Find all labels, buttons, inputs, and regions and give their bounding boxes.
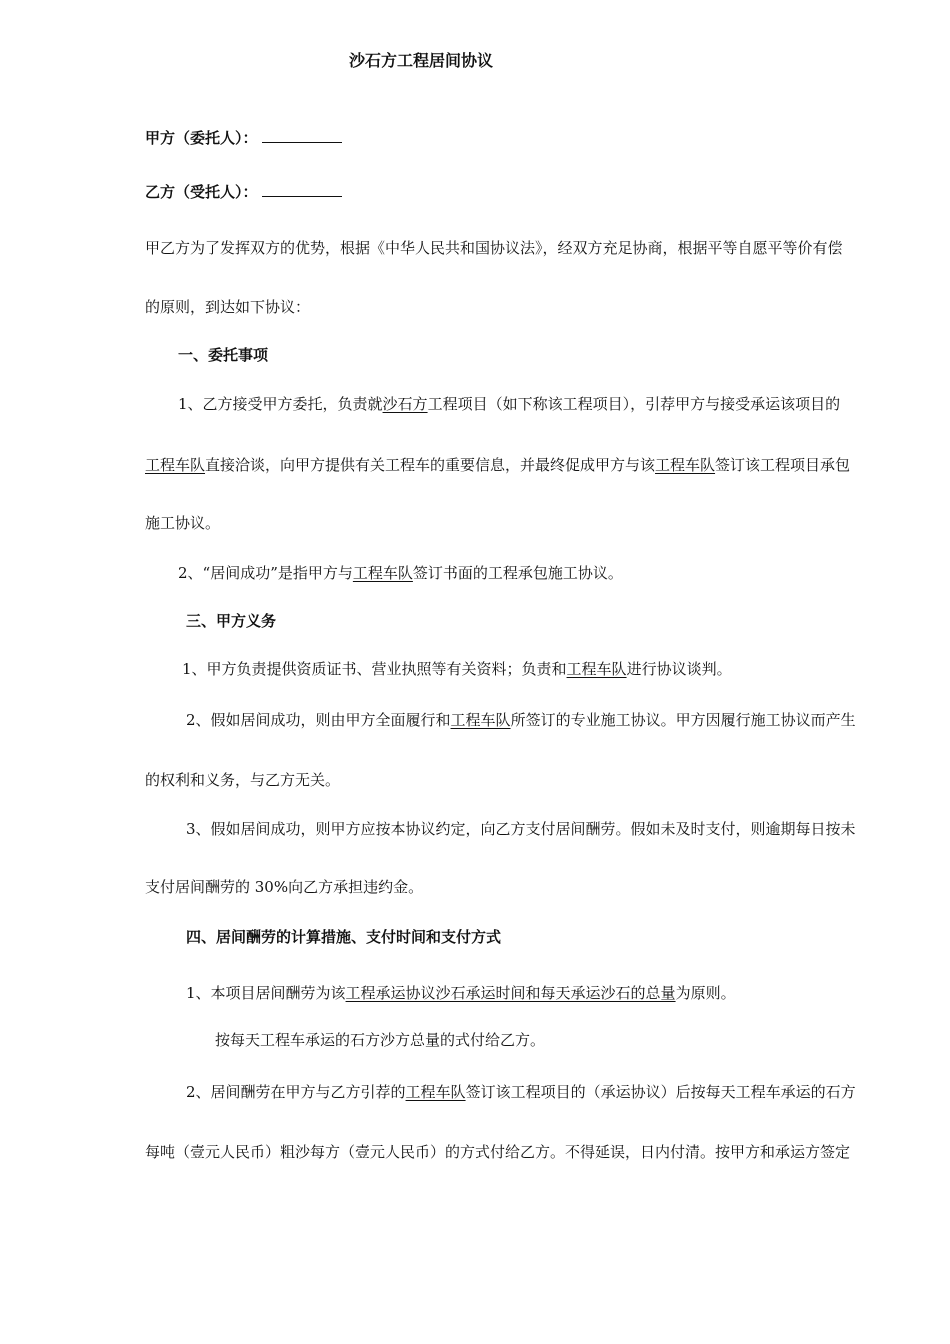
section-3-heading: 三、甲方义务 [186, 612, 277, 630]
text-segment: 为原则。 [675, 984, 736, 1002]
s4-item1-line2: 按每天工程车承运的石方沙方总量的式付给乙方。 [215, 1031, 546, 1049]
text-segment: 签订书面的工程承包施工协议。 [412, 564, 623, 582]
party-b-line [145, 182, 342, 202]
text-segment: 1、甲方负责提供资质证书、营业执照等有关资料；负责和 [182, 660, 567, 678]
section-1-heading: 一、委托事项 [178, 346, 269, 364]
underlined-term: 工程承运协议沙石承运时间和每天承运沙石的总量 [345, 984, 676, 1002]
text-segment: 进行协议谈判。 [626, 660, 732, 678]
text-segment: 1、乙方接受甲方委托，负责就 [178, 395, 383, 413]
s3-item3-line2: 支付居间酬劳的 30%向乙方承担违约金。 [145, 878, 424, 896]
text-segment: 签订该工程项目的（承运协议）后按每天工程车承运的石方 [465, 1083, 856, 1101]
underlined-term: 工程车队 [655, 456, 716, 474]
s1-item1-line2 [145, 455, 850, 475]
s3-item2-line1 [186, 710, 856, 730]
text-segment: 1、本项目居间酬劳为该 [186, 984, 346, 1002]
text-segment: 所签订的专业施工协议。甲方因履行施工协议而产生 [510, 711, 856, 729]
section-4-heading: 四、居间酬劳的计算措施、支付时间和支付方式 [186, 928, 502, 946]
underlined-term: 工程车队 [405, 1083, 466, 1101]
text-segment: 工程项目（如下称该工程项目），引荐甲方与接受承运该项目的 [427, 395, 841, 413]
underlined-term: 工程车队 [450, 711, 511, 729]
intro-line-1: 甲乙方为了发挥双方的优势，根据《中华人民共和国协议法》，经双方充足协商，根据平等自愿平等价有偿 [145, 239, 843, 257]
underlined-term: 工程车队 [566, 660, 627, 678]
party-b-label: 乙方（受托人）： [145, 183, 258, 201]
party-a-blank [262, 128, 342, 143]
text-segment: 2、“居间成功”是指甲方与 [178, 564, 353, 582]
party-a-line [145, 128, 342, 148]
s4-item2-line2: 每吨（壹元人民币）粗沙每方（壹元人民币）的方式付给乙方。不得延误，日内付清。按甲方和承运方签定 [145, 1143, 851, 1161]
s1-item1-line1 [178, 394, 840, 414]
s3-item2-line2: 的权利和义务，与乙方无关。 [145, 771, 341, 789]
s4-item1-line1 [186, 983, 736, 1003]
s3-item3-line1: 3、假如居间成功，则甲方应按本协议约定，向乙方支付居间酬劳。假如未及时支付，则逾期每日按未 [186, 820, 856, 838]
page-title: 沙石方工程居间协议 [349, 51, 494, 70]
text-segment: 签订该工程项目承包 [715, 456, 851, 474]
underlined-term: 工程车队 [352, 564, 413, 582]
text-segment: 2、假如居间成功，则由甲方全面履行和 [186, 711, 451, 729]
party-b-blank [262, 182, 342, 197]
underlined-term: 工程车队 [145, 456, 206, 474]
s1-item1-line3: 施工协议。 [145, 514, 221, 532]
intro-line-2: 的原则，到达如下协议： [145, 298, 311, 316]
s4-item2-line1 [186, 1082, 856, 1102]
party-a-label: 甲方（委托人）： [145, 129, 258, 147]
underlined-term: 沙石方 [382, 395, 428, 413]
text-segment: 直接洽谈，向甲方提供有关工程车的重要信息，并最终促成甲方与该 [205, 456, 656, 474]
s3-item1-line [182, 659, 732, 679]
text-segment: 2、居间酬劳在甲方与乙方引荐的 [186, 1083, 406, 1101]
s1-item2-line [178, 563, 623, 583]
